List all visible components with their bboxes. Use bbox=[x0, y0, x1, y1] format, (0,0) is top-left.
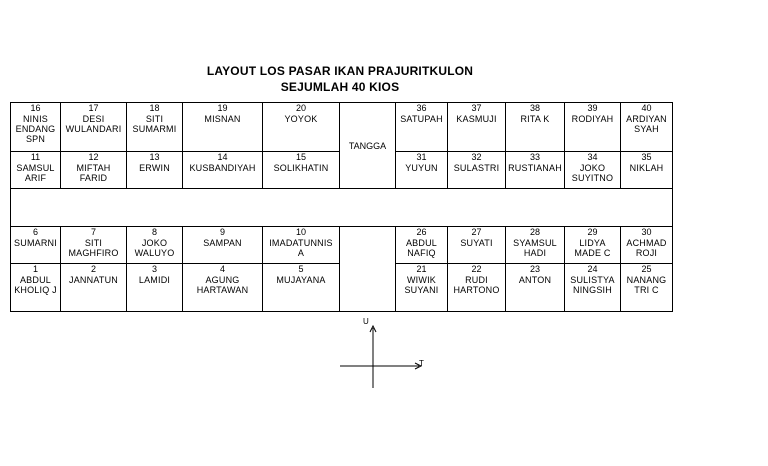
stairs-cell bbox=[340, 103, 396, 189]
kiosk-cell bbox=[565, 227, 621, 264]
kiosk-number: 2 bbox=[90, 264, 96, 274]
kiosk-owner: SULISTYA NINGSIH bbox=[570, 275, 615, 295]
kiosk-cell bbox=[263, 152, 340, 189]
kiosk-cell bbox=[448, 264, 506, 312]
kiosk-owner: LAMIDI bbox=[138, 275, 171, 285]
kiosk-cell bbox=[565, 264, 621, 312]
kiosk-cell bbox=[61, 264, 127, 312]
layout-subtitle: SEJUMLAH 40 KIOS bbox=[280, 80, 400, 94]
kiosk-layout-table bbox=[10, 102, 673, 312]
kiosk-cell bbox=[263, 264, 340, 312]
kiosk-number: 18 bbox=[149, 103, 160, 113]
kiosk-number: 4 bbox=[219, 264, 225, 274]
kiosk-cell bbox=[396, 264, 448, 312]
kiosk-owner: SOLIKHATIN bbox=[273, 163, 329, 173]
kiosk-cell bbox=[61, 152, 127, 189]
kiosk-cell bbox=[263, 227, 340, 264]
kiosk-number: 27 bbox=[471, 227, 482, 237]
kiosk-number: 17 bbox=[88, 103, 99, 113]
kiosk-number: 29 bbox=[587, 227, 598, 237]
kiosk-owner: RUDI HARTONO bbox=[453, 275, 500, 295]
layout-title: LAYOUT LOS PASAR IKAN PRAJURITKULON bbox=[206, 64, 474, 78]
kiosk-number: 22 bbox=[471, 264, 482, 274]
kiosk-number: 19 bbox=[217, 103, 228, 113]
kiosk-cell bbox=[11, 227, 61, 264]
aisle bbox=[11, 189, 673, 227]
kiosk-owner: WIWIK SUYANI bbox=[404, 275, 439, 295]
compass-north-label: U bbox=[363, 317, 369, 326]
kiosk-owner: DESI WULANDARI bbox=[65, 114, 122, 134]
kiosk-number: 8 bbox=[151, 227, 157, 237]
kiosk-owner: NINIS ENDANG SPN bbox=[15, 114, 56, 144]
kiosk-owner: RITA K bbox=[520, 114, 550, 124]
kiosk-owner: SYAMSUL HADI bbox=[513, 238, 557, 258]
kiosk-owner: ARDIYAN SYAH bbox=[626, 114, 667, 134]
kiosk-number: 37 bbox=[471, 103, 482, 113]
kiosk-cell bbox=[506, 264, 565, 312]
kiosk-owner: IMADATUNNIS A bbox=[269, 238, 333, 258]
kiosk-owner: YOYOK bbox=[284, 114, 318, 124]
kiosk-owner: RODIYAH bbox=[571, 114, 614, 124]
kiosk-owner: ABDUL NAFIQ bbox=[405, 238, 437, 258]
kiosk-number: 35 bbox=[641, 152, 652, 162]
kiosk-number: 23 bbox=[529, 264, 540, 274]
kiosk-cell bbox=[396, 103, 448, 152]
kiosk-owner: KASMUJI bbox=[456, 114, 497, 124]
kiosk-owner: SITI MAGHFIRO bbox=[68, 238, 119, 258]
kiosk-cell bbox=[448, 227, 506, 264]
kiosk-number: 10 bbox=[295, 227, 306, 237]
kiosk-cell bbox=[396, 152, 448, 189]
kiosk-owner: KUSBANDIYAH bbox=[189, 163, 256, 173]
compass-icon bbox=[335, 316, 430, 391]
stairs-label: TANGGA bbox=[348, 140, 387, 151]
kiosk-number: 6 bbox=[32, 227, 38, 237]
table-row bbox=[11, 103, 673, 152]
kiosk-cell bbox=[396, 227, 448, 264]
kiosk-number: 7 bbox=[90, 227, 96, 237]
kiosk-owner: ABDUL KHOLIQ J bbox=[14, 275, 57, 295]
kiosk-number: 15 bbox=[295, 152, 306, 162]
kiosk-cell bbox=[127, 103, 183, 152]
kiosk-number: 9 bbox=[219, 227, 225, 237]
kiosk-owner: ERWIN bbox=[139, 163, 170, 173]
kiosk-number: 40 bbox=[641, 103, 652, 113]
kiosk-owner: SAMPAN bbox=[203, 238, 242, 248]
kiosk-cell bbox=[11, 103, 61, 152]
kiosk-cell bbox=[183, 227, 263, 264]
kiosk-owner: ACHMAD ROJI bbox=[626, 238, 667, 258]
kiosk-number: 30 bbox=[641, 227, 652, 237]
kiosk-cell bbox=[448, 103, 506, 152]
kiosk-cell bbox=[61, 103, 127, 152]
kiosk-owner: LIDYA MADE C bbox=[574, 238, 611, 258]
kiosk-cell bbox=[127, 152, 183, 189]
kiosk-number: 21 bbox=[416, 264, 427, 274]
table-row bbox=[11, 227, 673, 264]
kiosk-number: 36 bbox=[416, 103, 427, 113]
kiosk-number: 14 bbox=[217, 152, 228, 162]
kiosk-owner: YUYUN bbox=[405, 163, 438, 173]
kiosk-owner: MISNAN bbox=[204, 114, 241, 124]
kiosk-owner: SUMARNI bbox=[14, 238, 57, 248]
kiosk-cell bbox=[506, 152, 565, 189]
kiosk-owner: SULASTRI bbox=[453, 163, 500, 173]
kiosk-owner: SITI SUMARMI bbox=[132, 114, 177, 134]
compass-east-label: T bbox=[419, 359, 424, 368]
kiosk-cell bbox=[506, 103, 565, 152]
kiosk-cell bbox=[448, 152, 506, 189]
kiosk-number: 16 bbox=[30, 103, 41, 113]
kiosk-cell bbox=[621, 103, 673, 152]
kiosk-owner: RUSTIANAH bbox=[508, 163, 562, 173]
kiosk-number: 20 bbox=[295, 103, 306, 113]
kiosk-cell bbox=[183, 152, 263, 189]
kiosk-number: 1 bbox=[32, 264, 38, 274]
kiosk-number: 31 bbox=[416, 152, 427, 162]
kiosk-number: 26 bbox=[416, 227, 427, 237]
kiosk-owner: SUYATI bbox=[460, 238, 493, 248]
kiosk-cell bbox=[127, 227, 183, 264]
aisle-row bbox=[11, 189, 673, 227]
kiosk-owner: NIKLAH bbox=[629, 163, 664, 173]
kiosk-number: 25 bbox=[641, 264, 652, 274]
kiosk-owner: AGUNG HARTAWAN bbox=[196, 275, 249, 295]
kiosk-owner: NANANG TRI C bbox=[626, 275, 667, 295]
kiosk-cell bbox=[506, 227, 565, 264]
kiosk-cell bbox=[61, 227, 127, 264]
kiosk-number: 38 bbox=[529, 103, 540, 113]
kiosk-cell bbox=[183, 264, 263, 312]
kiosk-cell bbox=[11, 264, 61, 312]
kiosk-number: 3 bbox=[151, 264, 157, 274]
kiosk-cell bbox=[565, 103, 621, 152]
kiosk-cell bbox=[263, 103, 340, 152]
kiosk-owner: MUJAYANA bbox=[276, 275, 326, 285]
kiosk-cell bbox=[621, 264, 673, 312]
kiosk-cell bbox=[565, 152, 621, 189]
kiosk-cell bbox=[127, 264, 183, 312]
kiosk-owner: JOKO WALUYO bbox=[134, 238, 175, 258]
kiosk-cell bbox=[183, 103, 263, 152]
kiosk-number: 32 bbox=[471, 152, 482, 162]
stairs-gap-cell bbox=[340, 227, 396, 312]
kiosk-owner: SATUPAH bbox=[400, 114, 443, 124]
kiosk-number: 11 bbox=[30, 152, 41, 162]
kiosk-number: 5 bbox=[298, 264, 304, 274]
kiosk-owner: ANTON bbox=[518, 275, 552, 285]
kiosk-cell bbox=[11, 152, 61, 189]
kiosk-cell bbox=[621, 227, 673, 264]
kiosk-owner: JANNATUN bbox=[69, 275, 118, 285]
kiosk-owner: SAMSUL ARIF bbox=[16, 163, 55, 183]
kiosk-number: 12 bbox=[88, 152, 99, 162]
kiosk-number: 39 bbox=[587, 103, 598, 113]
kiosk-number: 33 bbox=[529, 152, 540, 162]
kiosk-number: 13 bbox=[149, 152, 160, 162]
kiosk-cell bbox=[621, 152, 673, 189]
kiosk-owner: MIFTAH FARID bbox=[76, 163, 111, 183]
kiosk-number: 34 bbox=[587, 152, 598, 162]
kiosk-number: 28 bbox=[529, 227, 540, 237]
kiosk-number: 24 bbox=[587, 264, 598, 274]
kiosk-owner: JOKO SUYITNO bbox=[571, 163, 614, 183]
